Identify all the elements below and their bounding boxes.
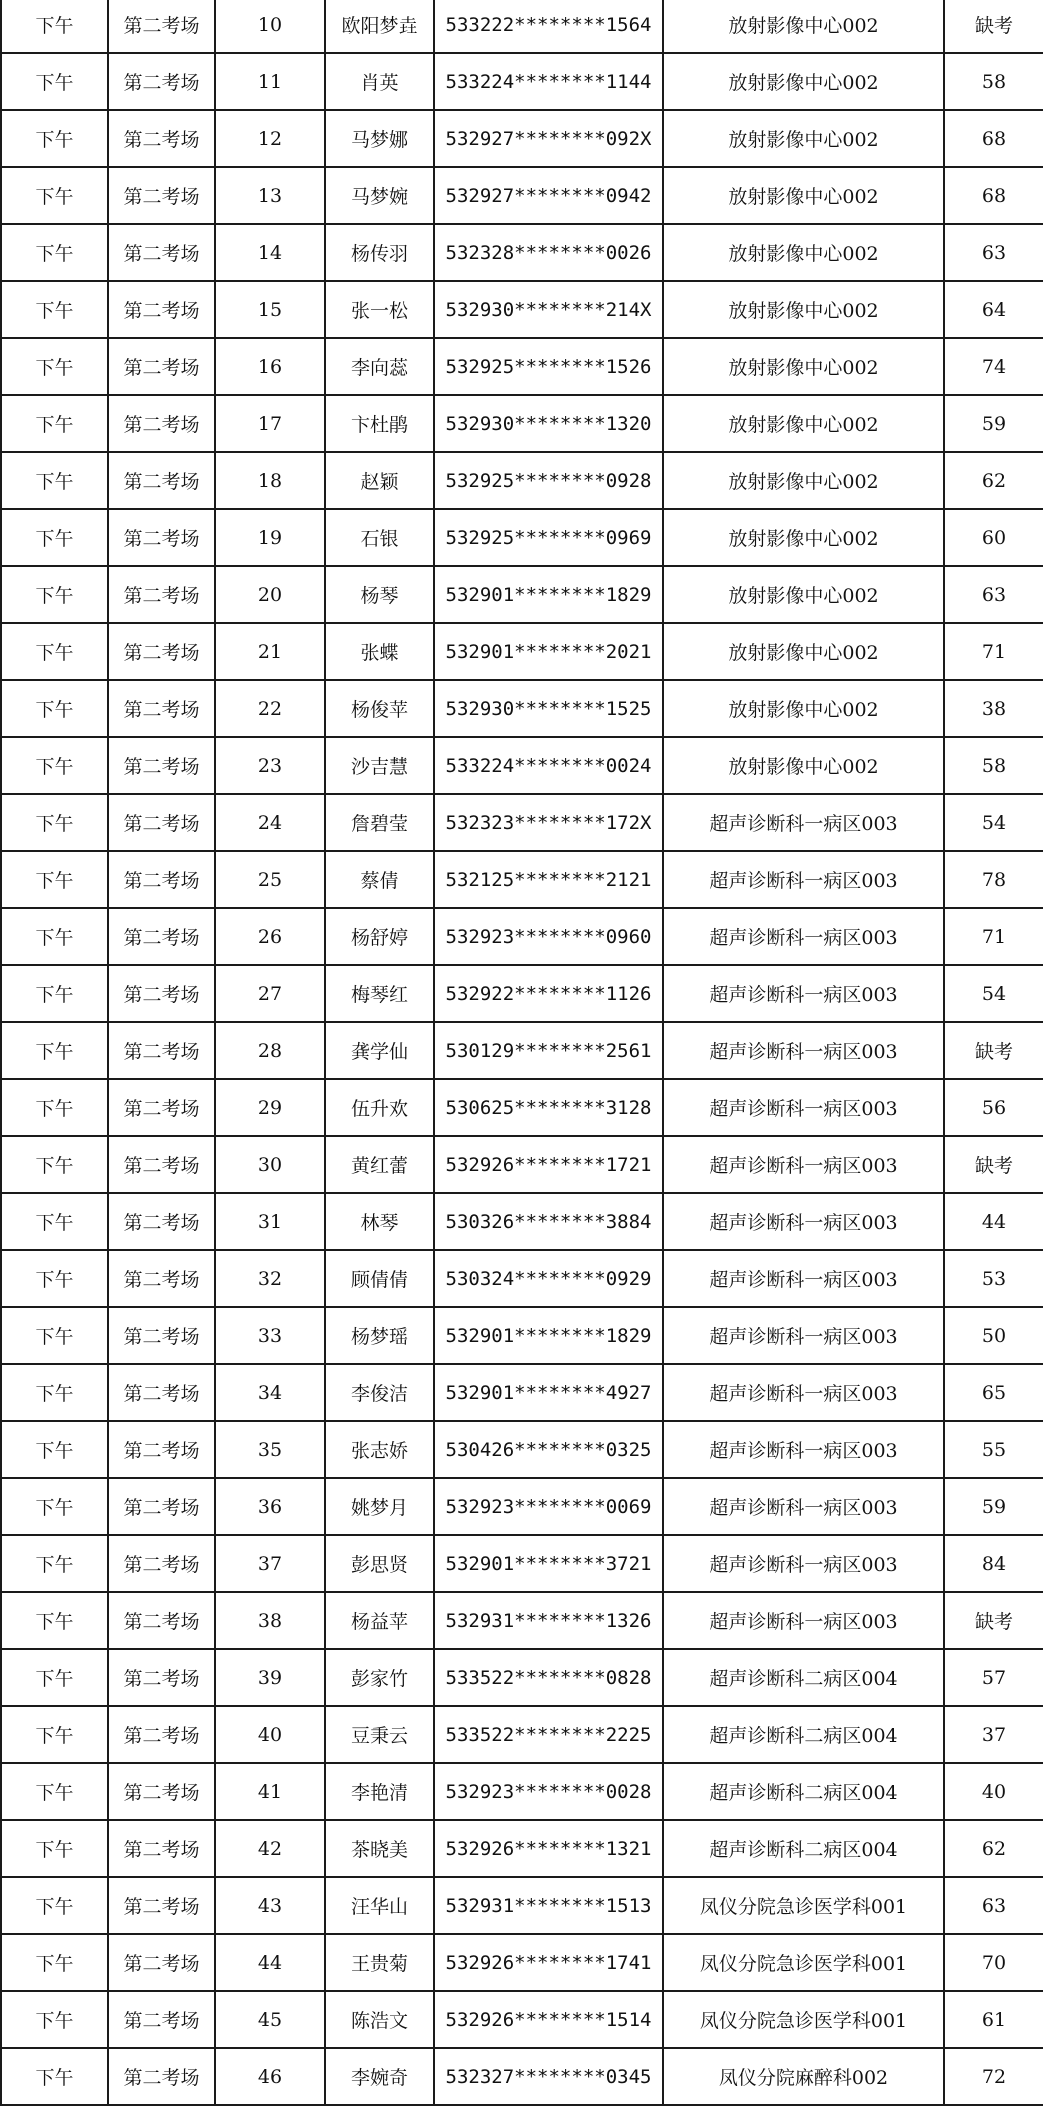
- score-cell: 63: [944, 566, 1043, 623]
- seat-number-cell: 13: [215, 167, 325, 224]
- exam-room-cell: 第二考场: [108, 851, 215, 908]
- seat-number-cell: 14: [215, 224, 325, 281]
- score-cell: 44: [944, 1193, 1043, 1250]
- seat-number-cell: 26: [215, 908, 325, 965]
- seat-number-cell: 27: [215, 965, 325, 1022]
- score-cell: 84: [944, 1535, 1043, 1592]
- score-cell: 38: [944, 680, 1043, 737]
- score-cell: 62: [944, 452, 1043, 509]
- position-cell: 凤仪分院急诊医学科001: [663, 1877, 944, 1934]
- seat-number-cell: 37: [215, 1535, 325, 1592]
- table-row: [1, 167, 1043, 224]
- seat-number-cell: 28: [215, 1022, 325, 1079]
- seat-number-cell: 15: [215, 281, 325, 338]
- exam-room-cell: 第二考场: [108, 1820, 215, 1877]
- session-cell: 下午: [1, 452, 108, 509]
- exam-room-cell: 第二考场: [108, 167, 215, 224]
- position-cell: 放射影像中心002: [663, 623, 944, 680]
- session-cell: 下午: [1, 908, 108, 965]
- candidate-name-cell: 杨舒婷: [325, 908, 434, 965]
- score-cell: 54: [944, 794, 1043, 851]
- exam-room-cell: 第二考场: [108, 1079, 215, 1136]
- score-cell: 57: [944, 1649, 1043, 1706]
- seat-number-cell: 31: [215, 1193, 325, 1250]
- score-cell: 60: [944, 509, 1043, 566]
- candidate-name-cell: 伍升欢: [325, 1079, 434, 1136]
- candidate-name-cell: 欧阳梦垚: [325, 0, 434, 53]
- session-cell: 下午: [1, 1649, 108, 1706]
- seat-number-cell: 12: [215, 110, 325, 167]
- session-cell: 下午: [1, 53, 108, 110]
- position-cell: 超声诊断科一病区003: [663, 851, 944, 908]
- position-cell: 超声诊断科一病区003: [663, 1193, 944, 1250]
- exam-room-cell: 第二考场: [108, 1934, 215, 1991]
- id-number-cell: 532901********2021: [434, 623, 663, 680]
- candidate-name-cell: 杨传羽: [325, 224, 434, 281]
- position-cell: 放射影像中心002: [663, 509, 944, 566]
- exam-room-cell: 第二考场: [108, 1307, 215, 1364]
- id-number-cell: 532930********1525: [434, 680, 663, 737]
- session-cell: 下午: [1, 1877, 108, 1934]
- table-row: [1, 1934, 1043, 1991]
- seat-number-cell: 22: [215, 680, 325, 737]
- session-cell: 下午: [1, 509, 108, 566]
- candidate-name-cell: 豆秉云: [325, 1706, 434, 1763]
- seat-number-cell: 19: [215, 509, 325, 566]
- id-number-cell: 532927********092X: [434, 110, 663, 167]
- seat-number-cell: 10: [215, 0, 325, 53]
- score-cell: 68: [944, 167, 1043, 224]
- table-row: [1, 851, 1043, 908]
- id-number-cell: 532930********214X: [434, 281, 663, 338]
- position-cell: 凤仪分院麻醉科002: [663, 2048, 944, 2105]
- exam-room-cell: 第二考场: [108, 509, 215, 566]
- exam-room-cell: 第二考场: [108, 452, 215, 509]
- session-cell: 下午: [1, 1478, 108, 1535]
- exam-room-cell: 第二考场: [108, 0, 215, 53]
- score-cell: 50: [944, 1307, 1043, 1364]
- session-cell: 下午: [1, 566, 108, 623]
- exam-room-cell: 第二考场: [108, 1364, 215, 1421]
- id-number-cell: 532923********0028: [434, 1763, 663, 1820]
- seat-number-cell: 46: [215, 2048, 325, 2105]
- seat-number-cell: 33: [215, 1307, 325, 1364]
- score-cell: 63: [944, 1877, 1043, 1934]
- candidate-name-cell: 沙吉慧: [325, 737, 434, 794]
- id-number-cell: 530426********0325: [434, 1421, 663, 1478]
- candidate-name-cell: 杨益苹: [325, 1592, 434, 1649]
- position-cell: 超声诊断科一病区003: [663, 1592, 944, 1649]
- id-number-cell: 532927********0942: [434, 167, 663, 224]
- seat-number-cell: 30: [215, 1136, 325, 1193]
- table-row: [1, 908, 1043, 965]
- position-cell: 超声诊断科一病区003: [663, 1535, 944, 1592]
- position-cell: 放射影像中心002: [663, 224, 944, 281]
- session-cell: 下午: [1, 1820, 108, 1877]
- position-cell: 放射影像中心002: [663, 452, 944, 509]
- candidate-name-cell: 张蝶: [325, 623, 434, 680]
- table-row: [1, 395, 1043, 452]
- table-row: [1, 338, 1043, 395]
- id-number-cell: 533522********2225: [434, 1706, 663, 1763]
- score-cell: 40: [944, 1763, 1043, 1820]
- id-number-cell: 533522********0828: [434, 1649, 663, 1706]
- table-row: [1, 1250, 1043, 1307]
- candidate-name-cell: 陈浩文: [325, 1991, 434, 2048]
- id-number-cell: 533224********0024: [434, 737, 663, 794]
- candidate-name-cell: 顾倩倩: [325, 1250, 434, 1307]
- exam-room-cell: 第二考场: [108, 1193, 215, 1250]
- candidate-name-cell: 龚学仙: [325, 1022, 434, 1079]
- candidate-name-cell: 李婉奇: [325, 2048, 434, 2105]
- session-cell: 下午: [1, 281, 108, 338]
- position-cell: 超声诊断科一病区003: [663, 1364, 944, 1421]
- table-row: [1, 281, 1043, 338]
- position-cell: 放射影像中心002: [663, 680, 944, 737]
- score-cell: 缺考: [944, 1022, 1043, 1079]
- table-row: [1, 1535, 1043, 1592]
- exam-room-cell: 第二考场: [108, 1022, 215, 1079]
- seat-number-cell: 18: [215, 452, 325, 509]
- exam-room-cell: 第二考场: [108, 53, 215, 110]
- session-cell: 下午: [1, 737, 108, 794]
- session-cell: 下午: [1, 395, 108, 452]
- score-cell: 71: [944, 908, 1043, 965]
- exam-room-cell: 第二考场: [108, 1250, 215, 1307]
- position-cell: 超声诊断科一病区003: [663, 1478, 944, 1535]
- score-cell: 64: [944, 281, 1043, 338]
- session-cell: 下午: [1, 224, 108, 281]
- seat-number-cell: 43: [215, 1877, 325, 1934]
- score-cell: 61: [944, 1991, 1043, 2048]
- session-cell: 下午: [1, 1136, 108, 1193]
- session-cell: 下午: [1, 1592, 108, 1649]
- table-row: [1, 1478, 1043, 1535]
- position-cell: 超声诊断科一病区003: [663, 1079, 944, 1136]
- seat-number-cell: 42: [215, 1820, 325, 1877]
- score-cell: 58: [944, 53, 1043, 110]
- table-row: [1, 965, 1043, 1022]
- seat-number-cell: 23: [215, 737, 325, 794]
- id-number-cell: 532922********1126: [434, 965, 663, 1022]
- seat-number-cell: 44: [215, 1934, 325, 1991]
- position-cell: 放射影像中心002: [663, 737, 944, 794]
- candidate-name-cell: 张志娇: [325, 1421, 434, 1478]
- exam-room-cell: 第二考场: [108, 794, 215, 851]
- candidate-name-cell: 杨俊苹: [325, 680, 434, 737]
- position-cell: 超声诊断科一病区003: [663, 1250, 944, 1307]
- score-cell: 56: [944, 1079, 1043, 1136]
- seat-number-cell: 17: [215, 395, 325, 452]
- exam-room-cell: 第二考场: [108, 1991, 215, 2048]
- score-cell: 缺考: [944, 1592, 1043, 1649]
- exam-room-cell: 第二考场: [108, 680, 215, 737]
- id-number-cell: 532125********2121: [434, 851, 663, 908]
- position-cell: 放射影像中心002: [663, 110, 944, 167]
- candidate-name-cell: 汪华山: [325, 1877, 434, 1934]
- id-number-cell: 532926********1514: [434, 1991, 663, 2048]
- candidate-name-cell: 彭家竹: [325, 1649, 434, 1706]
- position-cell: 超声诊断科一病区003: [663, 794, 944, 851]
- candidate-name-cell: 茶晓美: [325, 1820, 434, 1877]
- position-cell: 放射影像中心002: [663, 338, 944, 395]
- position-cell: 超声诊断科一病区003: [663, 1136, 944, 1193]
- position-cell: 超声诊断科一病区003: [663, 908, 944, 965]
- exam-room-cell: 第二考场: [108, 908, 215, 965]
- score-cell: 58: [944, 737, 1043, 794]
- score-cell: 缺考: [944, 1136, 1043, 1193]
- session-cell: 下午: [1, 1991, 108, 2048]
- candidate-name-cell: 黄红蕾: [325, 1136, 434, 1193]
- seat-number-cell: 16: [215, 338, 325, 395]
- table-row: [1, 1592, 1043, 1649]
- seat-number-cell: 35: [215, 1421, 325, 1478]
- position-cell: 凤仪分院急诊医学科001: [663, 1991, 944, 2048]
- seat-number-cell: 34: [215, 1364, 325, 1421]
- seat-number-cell: 45: [215, 1991, 325, 2048]
- table-row: [1, 509, 1043, 566]
- table-row: [1, 1421, 1043, 1478]
- table-row: [1, 1193, 1043, 1250]
- session-cell: 下午: [1, 851, 108, 908]
- session-cell: 下午: [1, 0, 108, 53]
- position-cell: 超声诊断科一病区003: [663, 1022, 944, 1079]
- position-cell: 放射影像中心002: [663, 167, 944, 224]
- session-cell: 下午: [1, 2048, 108, 2105]
- id-number-cell: 530324********0929: [434, 1250, 663, 1307]
- exam-room-cell: 第二考场: [108, 2048, 215, 2105]
- seat-number-cell: 11: [215, 53, 325, 110]
- table-row: [1, 1364, 1043, 1421]
- exam-room-cell: 第二考场: [108, 1535, 215, 1592]
- session-cell: 下午: [1, 338, 108, 395]
- candidate-name-cell: 姚梦月: [325, 1478, 434, 1535]
- table-row: [1, 566, 1043, 623]
- score-cell: 54: [944, 965, 1043, 1022]
- id-number-cell: 532926********1321: [434, 1820, 663, 1877]
- id-number-cell: 532901********1829: [434, 1307, 663, 1364]
- candidate-name-cell: 张一松: [325, 281, 434, 338]
- exam-room-cell: 第二考场: [108, 395, 215, 452]
- score-cell: 71: [944, 623, 1043, 680]
- table-row: [1, 737, 1043, 794]
- position-cell: 超声诊断科二病区004: [663, 1763, 944, 1820]
- score-cell: 53: [944, 1250, 1043, 1307]
- table-row: [1, 1649, 1043, 1706]
- id-number-cell: 532930********1320: [434, 395, 663, 452]
- candidate-name-cell: 石银: [325, 509, 434, 566]
- candidate-name-cell: 赵颖: [325, 452, 434, 509]
- seat-number-cell: 25: [215, 851, 325, 908]
- position-cell: 超声诊断科二病区004: [663, 1820, 944, 1877]
- candidate-name-cell: 马梦娜: [325, 110, 434, 167]
- session-cell: 下午: [1, 1535, 108, 1592]
- candidate-name-cell: 李艳清: [325, 1763, 434, 1820]
- seat-number-cell: 32: [215, 1250, 325, 1307]
- position-cell: 超声诊断科二病区004: [663, 1706, 944, 1763]
- score-cell: 缺考: [944, 0, 1043, 53]
- table-row: [1, 1706, 1043, 1763]
- table-row: [1, 1136, 1043, 1193]
- candidate-name-cell: 卞杜鹃: [325, 395, 434, 452]
- id-number-cell: 530625********3128: [434, 1079, 663, 1136]
- exam-room-cell: 第二考场: [108, 1763, 215, 1820]
- table-row: [1, 1877, 1043, 1934]
- score-cell: 70: [944, 1934, 1043, 1991]
- table-row: [1, 794, 1043, 851]
- id-number-cell: 530326********3884: [434, 1193, 663, 1250]
- session-cell: 下午: [1, 680, 108, 737]
- position-cell: 放射影像中心002: [663, 0, 944, 53]
- candidate-name-cell: 詹碧莹: [325, 794, 434, 851]
- seat-number-cell: 38: [215, 1592, 325, 1649]
- session-cell: 下午: [1, 1364, 108, 1421]
- id-number-cell: 533222********1564: [434, 0, 663, 53]
- session-cell: 下午: [1, 1934, 108, 1991]
- position-cell: 放射影像中心002: [663, 566, 944, 623]
- table-row: [1, 623, 1043, 680]
- exam-room-cell: 第二考场: [108, 338, 215, 395]
- session-cell: 下午: [1, 1763, 108, 1820]
- table-row: [1, 680, 1043, 737]
- id-number-cell: 533224********1144: [434, 53, 663, 110]
- table-row: [1, 1307, 1043, 1364]
- id-number-cell: 532327********0345: [434, 2048, 663, 2105]
- id-number-cell: 532926********1721: [434, 1136, 663, 1193]
- id-number-cell: 532923********0960: [434, 908, 663, 965]
- score-cell: 68: [944, 110, 1043, 167]
- candidate-name-cell: 林琴: [325, 1193, 434, 1250]
- position-cell: 超声诊断科一病区003: [663, 965, 944, 1022]
- seat-number-cell: 29: [215, 1079, 325, 1136]
- table-row: [1, 1079, 1043, 1136]
- id-number-cell: 532901********4927: [434, 1364, 663, 1421]
- session-cell: 下午: [1, 1022, 108, 1079]
- table-row: [1, 1763, 1043, 1820]
- table-row: [1, 53, 1043, 110]
- id-number-cell: 532925********0928: [434, 452, 663, 509]
- exam-room-cell: 第二考场: [108, 1877, 215, 1934]
- candidate-name-cell: 杨琴: [325, 566, 434, 623]
- table-row: [1, 224, 1043, 281]
- session-cell: 下午: [1, 110, 108, 167]
- table-body: [1, 0, 1043, 2105]
- seat-number-cell: 41: [215, 1763, 325, 1820]
- table-row: [1, 1022, 1043, 1079]
- position-cell: 放射影像中心002: [663, 281, 944, 338]
- score-cell: 62: [944, 1820, 1043, 1877]
- position-cell: 超声诊断科一病区003: [663, 1307, 944, 1364]
- session-cell: 下午: [1, 1250, 108, 1307]
- table-row: [1, 110, 1043, 167]
- position-cell: 放射影像中心002: [663, 53, 944, 110]
- exam-room-cell: 第二考场: [108, 1592, 215, 1649]
- session-cell: 下午: [1, 1193, 108, 1250]
- exam-room-cell: 第二考场: [108, 1706, 215, 1763]
- session-cell: 下午: [1, 1421, 108, 1478]
- seat-number-cell: 21: [215, 623, 325, 680]
- id-number-cell: 532926********1741: [434, 1934, 663, 1991]
- candidate-name-cell: 马梦婉: [325, 167, 434, 224]
- session-cell: 下午: [1, 167, 108, 224]
- seat-number-cell: 39: [215, 1649, 325, 1706]
- exam-room-cell: 第二考场: [108, 965, 215, 1022]
- seat-number-cell: 36: [215, 1478, 325, 1535]
- table-row: [1, 1991, 1043, 2048]
- session-cell: 下午: [1, 965, 108, 1022]
- score-cell: 59: [944, 395, 1043, 452]
- score-cell: 37: [944, 1706, 1043, 1763]
- exam-room-cell: 第二考场: [108, 1421, 215, 1478]
- id-number-cell: 532901********3721: [434, 1535, 663, 1592]
- id-number-cell: 532925********1526: [434, 338, 663, 395]
- candidate-name-cell: 李俊洁: [325, 1364, 434, 1421]
- session-cell: 下午: [1, 1079, 108, 1136]
- candidate-name-cell: 彭思贤: [325, 1535, 434, 1592]
- session-cell: 下午: [1, 1706, 108, 1763]
- exam-room-cell: 第二考场: [108, 1136, 215, 1193]
- id-number-cell: 532901********1829: [434, 566, 663, 623]
- candidate-name-cell: 杨梦瑶: [325, 1307, 434, 1364]
- session-cell: 下午: [1, 794, 108, 851]
- candidate-name-cell: 李向蕊: [325, 338, 434, 395]
- score-cell: 72: [944, 2048, 1043, 2105]
- seat-number-cell: 40: [215, 1706, 325, 1763]
- exam-room-cell: 第二考场: [108, 566, 215, 623]
- position-cell: 超声诊断科二病区004: [663, 1649, 944, 1706]
- session-cell: 下午: [1, 623, 108, 680]
- id-number-cell: 532923********0069: [434, 1478, 663, 1535]
- candidate-name-cell: 肖英: [325, 53, 434, 110]
- id-number-cell: 532925********0969: [434, 509, 663, 566]
- id-number-cell: 532328********0026: [434, 224, 663, 281]
- id-number-cell: 532323********172X: [434, 794, 663, 851]
- exam-room-cell: 第二考场: [108, 224, 215, 281]
- table-row: [1, 452, 1043, 509]
- exam-room-cell: 第二考场: [108, 110, 215, 167]
- exam-room-cell: 第二考场: [108, 1649, 215, 1706]
- table-row: [1, 1820, 1043, 1877]
- candidate-name-cell: 梅琴红: [325, 965, 434, 1022]
- score-cell: 65: [944, 1364, 1043, 1421]
- candidate-name-cell: 王贵菊: [325, 1934, 434, 1991]
- exam-room-cell: 第二考场: [108, 281, 215, 338]
- seat-number-cell: 24: [215, 794, 325, 851]
- exam-room-cell: 第二考场: [108, 1478, 215, 1535]
- id-number-cell: 530129********2561: [434, 1022, 663, 1079]
- id-number-cell: 532931********1513: [434, 1877, 663, 1934]
- session-cell: 下午: [1, 1307, 108, 1364]
- position-cell: 放射影像中心002: [663, 395, 944, 452]
- table-row: [1, 0, 1043, 53]
- table-row: [1, 2048, 1043, 2105]
- position-cell: 凤仪分院急诊医学科001: [663, 1934, 944, 1991]
- exam-room-cell: 第二考场: [108, 737, 215, 794]
- score-cell: 55: [944, 1421, 1043, 1478]
- score-cell: 59: [944, 1478, 1043, 1535]
- score-cell: 78: [944, 851, 1043, 908]
- candidate-name-cell: 蔡倩: [325, 851, 434, 908]
- position-cell: 超声诊断科一病区003: [663, 1421, 944, 1478]
- score-cell: 74: [944, 338, 1043, 395]
- id-number-cell: 532931********1326: [434, 1592, 663, 1649]
- seat-number-cell: 20: [215, 566, 325, 623]
- score-cell: 63: [944, 224, 1043, 281]
- exam-room-cell: 第二考场: [108, 623, 215, 680]
